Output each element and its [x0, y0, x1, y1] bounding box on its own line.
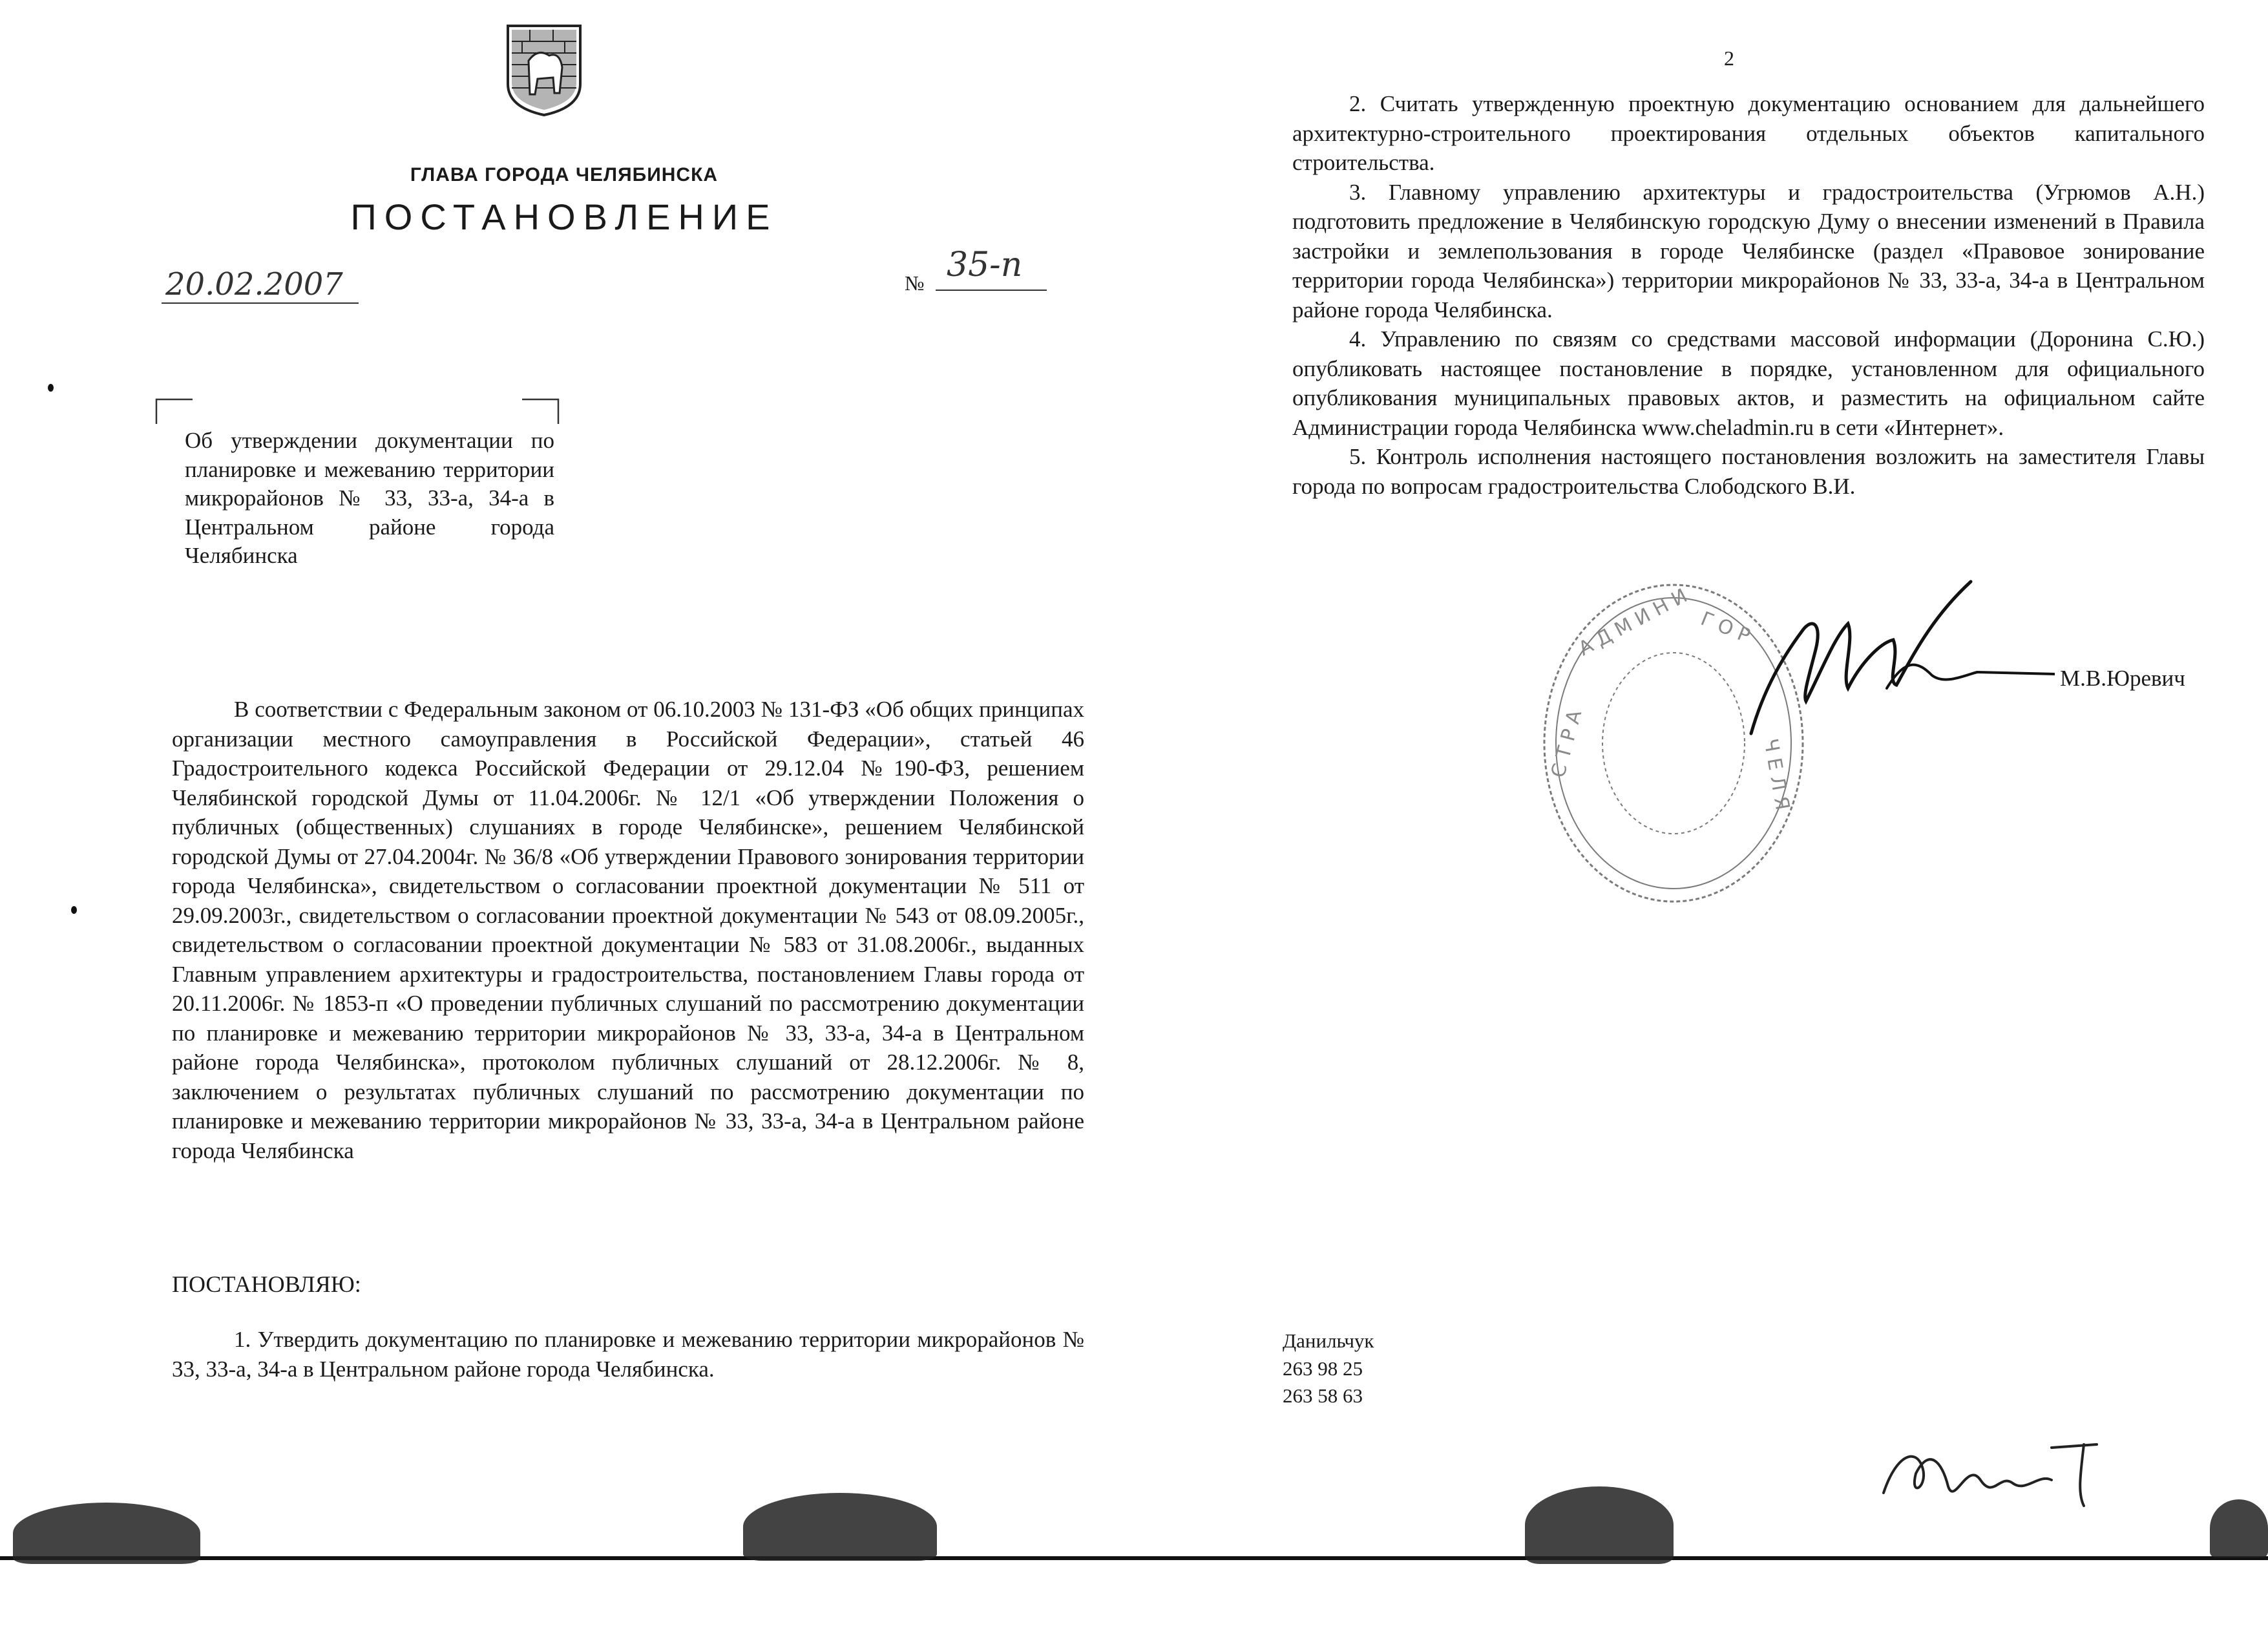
scan-speck: [48, 384, 54, 392]
svg-text:С Т Р А: С Т Р А: [1546, 708, 1587, 781]
visa-signature-icon: [1871, 1435, 2116, 1519]
svg-text:А Д М И Н И: А Д М И Н И: [1575, 584, 1692, 661]
executor-phone-1: 263 98 25: [1283, 1357, 1363, 1380]
number-sign: №: [905, 271, 925, 295]
resolution-item-1: 1. Утвердить документацию по планировке и межеванию территории микрорайонов № 33, 33-а, 34-а в Центральном районе города Челябинска.: [172, 1327, 1084, 1382]
coat-of-arms-icon: [504, 22, 584, 118]
scan-artifact: [1525, 1486, 1674, 1564]
scan-artifact: [2210, 1499, 2268, 1558]
document-type-title: ПОСТАНОВЛЕНИЕ: [350, 196, 778, 237]
scan-artifact: [743, 1493, 937, 1561]
resolution-item-3: 3. Главному управлению архитектуры и градостроительства (Угрюмов А.Н.) подготовить предложение в Челябинскую городскую Думу о внесении изменений в Правила застройки и землепользования в городе Челябинске (раздел «Правовое зонирование территории города Челябинска») территории микрорайонов № 33, 33-а, 34-а в Центральном районе города Челябинска.: [1292, 179, 2205, 322]
svg-text:Ч Е Л Я: Ч Е Л Я: [1759, 737, 1794, 812]
resolution-item-4: 4. Управлению по связям со средствами массовой информации (Доронина С.Ю.) опубликовать настоящее постановление в порядке, установленном для официального опубликования муниципальных правовых актов, и разместить на официальном сайте Администрации города Челябинска www.cheladmin.ru в сети «Интернет».: [1292, 326, 2205, 440]
resolve-heading: ПОСТАНОВЛЯЮ:: [172, 1271, 361, 1297]
executor-name: Данильчук: [1283, 1329, 1374, 1352]
preamble-paragraph: В соответствии с Федеральным законом от 06.10.2003 № 131-ФЗ «Об общих принципах организации местного самоуправления в Российской Федерации», статьей 46 Градостроительного кодекса Российской Федерации от 29.12.04 №190-ФЗ, решением Челябинской городской Думы от 11.04.2006г. № 12/1 «Об утверждении Положения о публичных (общественных) слушаниях в городе Челябинске», решением Челябинской городской Думы от 27.04.2004г. № 36/8 «Об утверждении Правового зонирования территории города Челябинска», свидетельством о согласовании проектной документации № 511 от 29.09.2003г., свидетельством о согласовании проектной документации № 543 от 08.09.2005г., свидетельством о согласовании проектной документации № 583 от 31.08.2006г., выданных Главным управлением архитектуры и градостроительства, постановлением Главы города от 20.11.2006г. № 1853-п «О проведении публичных слушаний по рассмотрению документации по планировке и межеванию территории микрорайонов № 33, 33-а, 34-а в Центральном районе города Челябинска», протоколом публичных слушаний от 28.12.2006г. № 8, заключением о результатах публичных слушаний по рассмотрению документации по планировке и межеванию территории микрорайонов № 33, 33-а, 34-а в Центральном районе города Челябинска: [172, 697, 1084, 1163]
resolution-items-page2: [1292, 89, 2205, 501]
scan-fold-line: [0, 1556, 2268, 1560]
document-subject: Об утверждении документации по планировке и межеванию территории микрорайонов № 33, 33-а, 34-а в Центральном районе города Челябинска: [185, 428, 554, 568]
scan-speck: [71, 906, 77, 914]
document-number: 35-п: [947, 246, 1023, 284]
document-date: 20.02.2007: [165, 266, 343, 302]
header-title: ГЛАВА ГОРОДА ЧЕЛЯБИНСКА: [410, 164, 719, 185]
scan-artifact: [13, 1503, 200, 1564]
svg-text:Г О Р: Г О Р: [1697, 607, 1754, 648]
resolution-item-2: 2. Считать утвержденную проектную документацию основанием для дальнейшего архитектурно-строительного проектирования отдельных объектов капитального строительства.: [1292, 91, 2205, 175]
signature-icon: [1674, 578, 2055, 746]
page-number: 2: [1724, 47, 1734, 70]
date-underline: [162, 302, 359, 304]
number-underline: [936, 290, 1047, 291]
resolution-item-5: 5. Контроль исполнения настоящего постановления возложить на заместителя Главы города по вопросам градостроительства Слободского В.И.: [1292, 444, 2205, 499]
executor-block: [1283, 1327, 1374, 1410]
executor-phone-2: 263 58 63: [1283, 1384, 1363, 1407]
signer-name: М.В.Юревич: [2060, 666, 2185, 691]
